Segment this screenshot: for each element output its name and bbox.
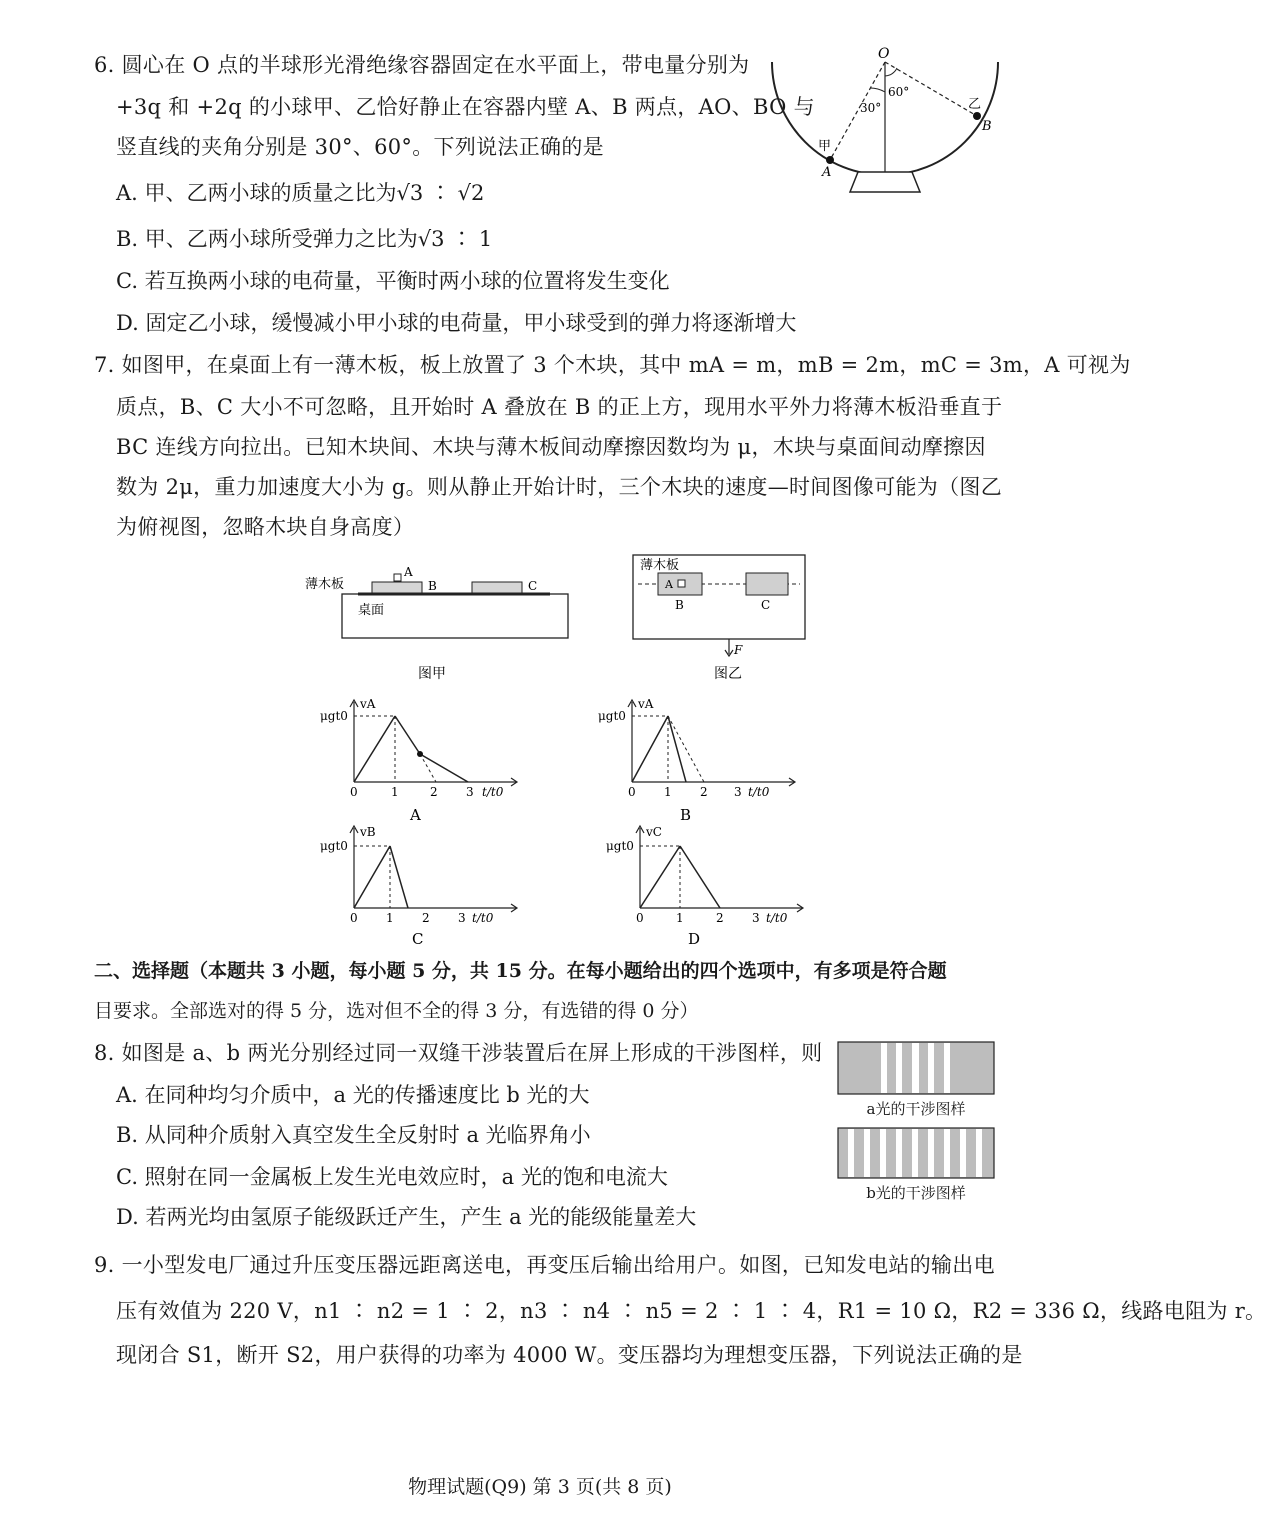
graph-d-t0: 0 xyxy=(636,911,644,925)
graph-d-ylabel: μgt0 xyxy=(606,839,634,853)
q6-label-a: A xyxy=(822,165,832,180)
q6-option-d: D. 固定乙小球，缓慢减小甲小球的电荷量，甲小球受到的弹力将逐渐增大 xyxy=(116,311,797,335)
graph-d-t3: 3 xyxy=(752,911,760,925)
q6-option-c: C. 若互换两小球的电荷量，平衡时两小球的位置将发生变化 xyxy=(116,269,670,293)
graph-d-label: D xyxy=(688,930,701,948)
graph-b-label: B xyxy=(680,806,692,824)
q6-label-o: O xyxy=(878,46,890,62)
graph-a-t1: 1 xyxy=(391,785,399,799)
q8-caption-a: a光的干涉图样 xyxy=(866,1100,966,1118)
graph-b-t0: 0 xyxy=(628,785,636,799)
jia-label-a: A xyxy=(404,565,413,579)
graph-c-label: C xyxy=(412,930,424,948)
section2-line-1: 二、选择题（本题共 3 小题，每小题 5 分，共 15 分。在每小题给出的四个选项中，有多项是符合题 xyxy=(94,960,947,982)
q7-figure-jia xyxy=(300,560,580,685)
q7-stem-line-2: 质点，B、C 大小不可忽略，且开始时 A 叠放在 B 的正上方，现用水平外力将薄木板沿垂直于 xyxy=(116,395,1003,419)
q8-interference-b xyxy=(838,1128,994,1178)
q9-stem-line-3: 现闭合 S1，断开 S2，用户获得的功率为 4000 W。变压器均为理想变压器，下列说法正确的是 xyxy=(116,1343,1023,1367)
graph-d-t2: 2 xyxy=(716,911,724,925)
q7-stem-line-1: 7. 如图甲，在桌面上有一薄木板，板上放置了 3 个木块，其中 mA = m，mB = 2m，mC = 3m，A 可视为 xyxy=(94,353,1131,377)
q8-option-c: C. 照射在同一金属板上发生光电效应时，a 光的饱和电流大 xyxy=(116,1165,668,1189)
graph-a-ylabel: μgt0 xyxy=(320,709,348,723)
graph-a-xlabel: t/t0 xyxy=(482,785,504,799)
q8-stem: 8. 如图是 a、b 两光分别经过同一双缝干涉装置后在屏上形成的干涉图样，则 xyxy=(94,1041,823,1065)
q7-figure-yi xyxy=(628,550,818,685)
q7-stem-line-5: 为俯视图，忽略木块自身高度） xyxy=(116,515,415,539)
graph-b-xlabel: t/t0 xyxy=(748,785,770,799)
q9-stem-line-2: 压有效值为 220 V，n1 ∶ n2 = 1 ∶ 2，n3 ∶ n4 ∶ n5 = 2 ∶ 1 ∶ 4，R1 = 10 Ω，R2 = 336 Ω，线路电阻为 r。 xyxy=(116,1299,1266,1323)
q6-label-b: B xyxy=(982,119,992,134)
graph-a-label: A xyxy=(410,806,421,824)
q7-stem-line-4: 数为 2μ，重力加速度大小为 g。则从静止开始计时，三个木块的速度—时间图像可能为（图乙 xyxy=(116,475,1002,499)
graph-c-xlabel: t/t0 xyxy=(472,911,494,925)
yi-label-a: A xyxy=(665,578,673,591)
jia-label-c: C xyxy=(528,579,538,593)
graph-a-t2: 2 xyxy=(430,785,438,799)
q8-caption-b: b光的干涉图样 xyxy=(866,1184,966,1202)
graph-c-v: vB xyxy=(360,825,376,839)
yi-label-c: C xyxy=(761,598,771,612)
yi-label-board: 薄木板 xyxy=(640,558,680,573)
yi-label-f: F xyxy=(734,643,743,657)
q6-label-60: 60° xyxy=(888,85,910,99)
graph-c-t0: 0 xyxy=(350,911,358,925)
graph-b-v: vA xyxy=(638,697,654,711)
vt-graph-c xyxy=(318,822,528,952)
q6-stem-line-1: 6. 圆心在 O 点的半球形光滑绝缘容器固定在水平面上，带电量分别为 xyxy=(94,53,750,77)
q6-stem-line-2: +3q 和 +2q 的小球甲、乙恰好静止在容器内壁 A、B 两点，AO、BO 与 xyxy=(116,95,815,119)
graph-b-t1: 1 xyxy=(664,785,672,799)
section2-line-2: 目要求。全部选对的得 5 分，选对但不全的得 3 分，有选错的得 0 分） xyxy=(94,1000,699,1022)
q6-hemisphere-figure xyxy=(760,40,1010,210)
graph-c-t3: 3 xyxy=(458,911,466,925)
graph-d-xlabel: t/t0 xyxy=(766,911,788,925)
graph-d-v: vC xyxy=(646,825,662,839)
q6-option-a: A. 甲、乙两小球的质量之比为√3 ∶ √2 xyxy=(116,181,485,205)
graph-c-t2: 2 xyxy=(422,911,430,925)
q8-option-b: B. 从同种介质射入真空发生全反射时 a 光临界角小 xyxy=(116,1123,591,1147)
graph-b-ylabel: μgt0 xyxy=(598,709,626,723)
yi-label-b: B xyxy=(675,598,684,612)
q6-label-jia: 甲 xyxy=(818,139,832,154)
graph-a-t0: 0 xyxy=(350,785,358,799)
q6-label-yi: 乙 xyxy=(968,97,982,112)
q6-option-b: B. 甲、乙两小球所受弹力之比为√3 ∶ 1 xyxy=(116,227,493,251)
vt-graph-b xyxy=(596,696,806,826)
q8-option-a: A. 在同种均匀介质中，a 光的传播速度比 b 光的大 xyxy=(116,1083,590,1107)
q6-stem-line-3: 竖直线的夹角分别是 30°、60°。下列说法正确的是 xyxy=(116,135,604,159)
page-footer: 物理试题(Q9) 第 3 页(共 8 页) xyxy=(408,1476,672,1498)
q6-label-30: 30° xyxy=(860,101,882,115)
graph-b-t2: 2 xyxy=(700,785,708,799)
graph-a-v: vA xyxy=(360,697,376,711)
jia-label-b: B xyxy=(428,579,437,593)
graph-c-ylabel: μgt0 xyxy=(320,839,348,853)
vt-graph-a xyxy=(318,696,528,826)
q9-stem-line-1: 9. 一小型发电厂通过升压变压器远距离送电，再变压后输出给用户。如图，已知发电站的输出电 xyxy=(94,1253,995,1277)
q7-stem-line-3: BC 连线方向拉出。已知木块间、木块与薄木板间动摩擦因数均为 μ，木块与桌面间动摩擦因 xyxy=(116,435,986,459)
graph-b-t3: 3 xyxy=(734,785,742,799)
vt-graph-d xyxy=(604,822,814,952)
q8-option-d: D. 若两光均由氢原子能级跃迁产生，产生 a 光的能级能量差大 xyxy=(116,1205,697,1229)
jia-label-desk: 桌面 xyxy=(358,603,385,618)
yi-caption: 图乙 xyxy=(714,666,742,682)
jia-label-board: 薄木板 xyxy=(305,577,345,592)
q8-interference-a xyxy=(838,1042,994,1094)
jia-caption: 图甲 xyxy=(418,666,446,682)
graph-c-t1: 1 xyxy=(386,911,394,925)
graph-d-t1: 1 xyxy=(676,911,684,925)
graph-a-t3: 3 xyxy=(466,785,474,799)
